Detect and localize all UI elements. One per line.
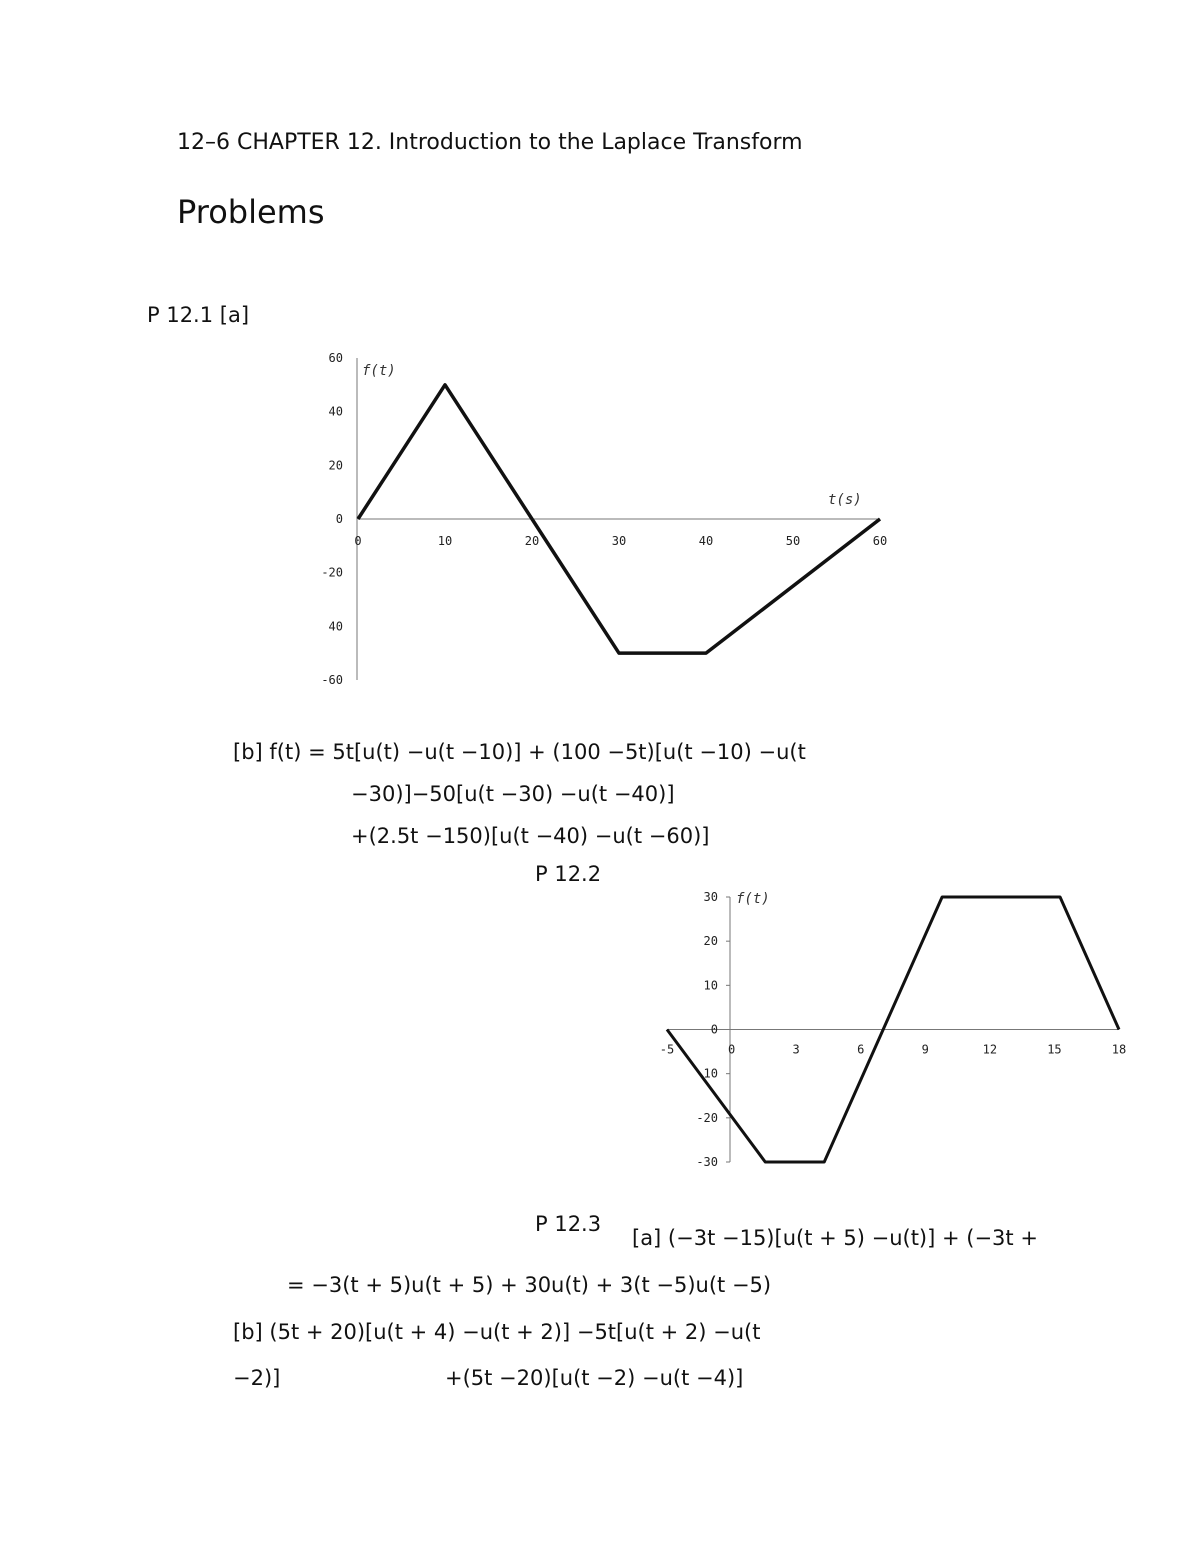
y-axis-label: f(t) xyxy=(736,891,770,907)
y-tick-label: 20 xyxy=(328,458,343,473)
equation-12-3b-line3: +(5t −20)[u(t −2) −u(t −4)] xyxy=(445,1366,744,1390)
x-tick-label: 18 xyxy=(1111,1042,1127,1057)
equation-12-1-line3: +(2.5t −150)[u(t −40) −u(t −60)] xyxy=(351,824,710,848)
x-tick-label: 3 xyxy=(792,1042,800,1057)
y-tick-label: 0 xyxy=(335,512,343,526)
x-tick-label: 6 xyxy=(857,1042,865,1057)
equation-12-3b-line2: −2)] xyxy=(233,1366,281,1390)
problem-label-12-1: P 12.1 [a] xyxy=(147,303,250,327)
page-header: 12–6 CHAPTER 12. Introduction to the Laplace Transform xyxy=(177,130,803,155)
problem-label-12-3: P 12.3 xyxy=(535,1212,602,1236)
equation-12-1-line2: −30)]−50[u(t −30) −u(t −40)] xyxy=(351,782,675,806)
equation-12-3a-line2: = −3(t + 5)u(t + 5) + 30u(t) + 3(t −5)u(t −5) xyxy=(287,1273,772,1297)
x-tick-label: 12 xyxy=(982,1042,998,1057)
y-tick-label: 30 xyxy=(703,890,718,904)
x-tick-label: 40 xyxy=(698,534,714,548)
x-tick-label: 20 xyxy=(524,534,540,548)
x-tick-label: 30 xyxy=(611,534,627,548)
chart-12-2 xyxy=(640,880,1140,1180)
x-tick-label: 15 xyxy=(1047,1042,1062,1057)
x-axis-label: t(s) xyxy=(828,492,862,508)
y-tick-label: 20 xyxy=(703,934,718,949)
x-tick-label: 50 xyxy=(785,534,801,548)
y-tick-label: 0 xyxy=(710,1022,718,1037)
x-tick-label: 10 xyxy=(437,534,453,548)
chart-12-1 xyxy=(300,340,910,700)
x-tick-label: 0 xyxy=(354,534,362,548)
x-tick-label: -5 xyxy=(659,1042,675,1057)
equation-12-3a-line1: [a] (−3t −15)[u(t + 5) −u(t)] + (−3t + xyxy=(632,1226,1038,1250)
y-axis-label: f(t) xyxy=(362,363,396,379)
y-tick-label: -20 xyxy=(696,1110,718,1125)
y-tick-label: -60 xyxy=(321,673,343,687)
equation-12-1-line1: [b] f(t) = 5t[u(t) −u(t −10)] + (100 −5t)[u(t −10) −u(t xyxy=(233,740,806,764)
y-tick-label: -10 xyxy=(696,1066,718,1081)
x-tick-label: 0 xyxy=(727,1042,736,1057)
y-tick-label: 10 xyxy=(703,978,718,993)
section-heading: Problems xyxy=(177,193,325,231)
y-tick-label: -30 xyxy=(696,1155,718,1169)
x-tick-label: 9 xyxy=(921,1042,929,1057)
x-tick-label: 60 xyxy=(872,534,888,548)
equation-12-3b-line1: [b] (5t + 20)[u(t + 4) −u(t + 2)] −5t[u(t + 2) −u(t xyxy=(233,1320,761,1344)
problem-label-12-2: P 12.2 xyxy=(535,862,602,886)
y-tick-label: 40 xyxy=(328,619,343,634)
y-tick-label: 60 xyxy=(328,351,343,365)
y-tick-label: 40 xyxy=(328,404,343,419)
y-tick-label: -20 xyxy=(321,565,343,580)
